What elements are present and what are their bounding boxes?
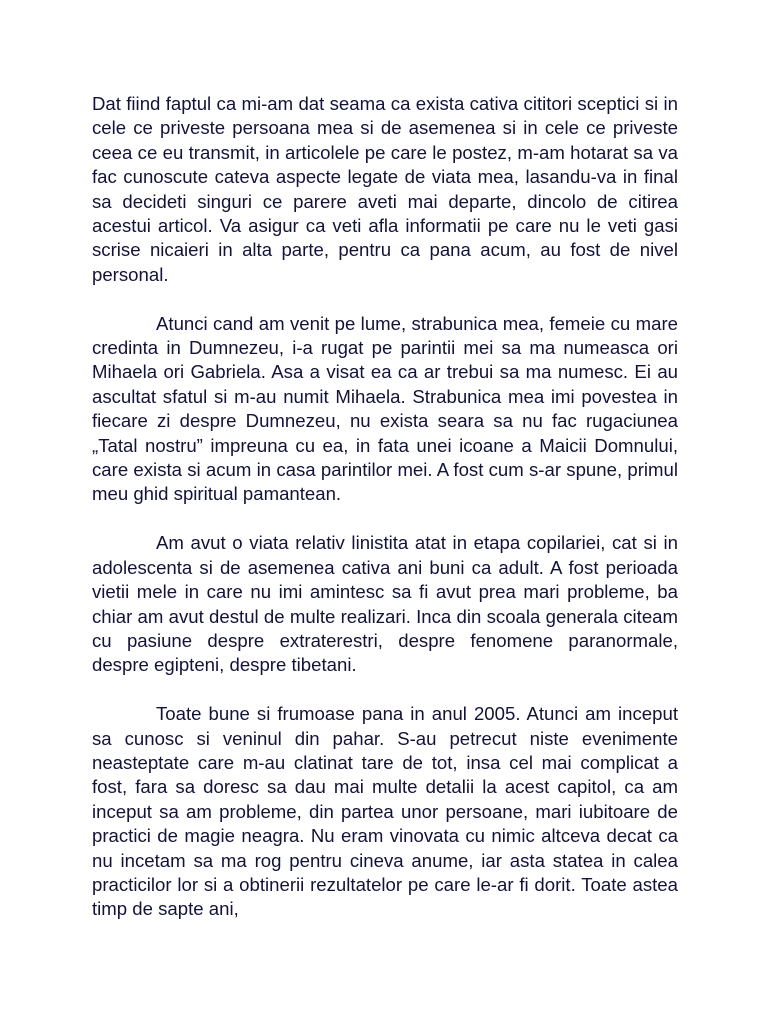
paragraph-4: Toate bune si frumoase pana in anul 2005. Atunci am inceput sa cunosc si veninul din pahar. S-au petrecut niste evenimente neasteptate care m-au clatinat tare de tot, insa cel mai complicat a fost, fara sa doresc sa dau mai multe detalii la acest capitol, ca am inceput sa am probleme, din partea unor persoane, mari iubitoare de practici de magie neagra. Nu eram vinovata cu nimic altceva decat ca nu incetam sa ma rog pentru cineva anume, iar asta statea in calea practicilor lor si a obtinerii rezultatelor pe care le-ar fi dorit. Toate astea timp de sapte ani, (92, 703, 678, 920)
paragraph-2: Atunci cand am venit pe lume, strabunica mea, femeie cu mare credinta in Dumnezeu, i-a rugat pe parintii mei sa ma numeasca ori Mihaela ori Gabriela. Asa a visat ea ca ar trebui sa ma numesc. Ei au ascultat sfatul si m-au numit Mihaela. Strabunica mea imi povestea in fiecare zi despre Dumnezeu, nu exista seara sa nu fac rugaciunea „Tatal nostru” impreuna cu ea, in fata unei icoane a Maicii Domnului, care exista si acum in casa parintilor mei. A fost cum s-ar spune, primul meu ghid spiritual pamantean. (92, 312, 678, 505)
paragraph-1: Dat fiind faptul ca mi-am dat seama ca exista cativa cititori sceptici si in cele ce priveste persoana mea si de asemenea si in cele ce priveste ceea ce eu transmit, in articolele pe care le postez, m-am hotarat sa va fac cunoscute cateva aspecte legate de viata mea, lasandu-va in final sa decideti singuri ce parere aveti mai departe, dincolo de citirea acestui articol. Va asigur ca veti afla informatii pe care nu le veti gasi scrise nicaieri in alta parte, pentru ca pana acum, au fost de nivel personal. (92, 93, 678, 285)
document-page (92, 92, 678, 946)
paragraph-3: Am avut o viata relativ linistita atat in etapa copilariei, cat si in adolescenta si de asemenea cativa ani buni ca adult. A fost perioada vietii mele in care nu imi amintesc sa fi avut prea mari probleme, ba chiar am avut destul de multe realizari. Inca din scoala generala citeam cu pasiune despre extraterestri, despre fenomene paranormale, despre egipteni, despre tibetani. (92, 532, 678, 676)
